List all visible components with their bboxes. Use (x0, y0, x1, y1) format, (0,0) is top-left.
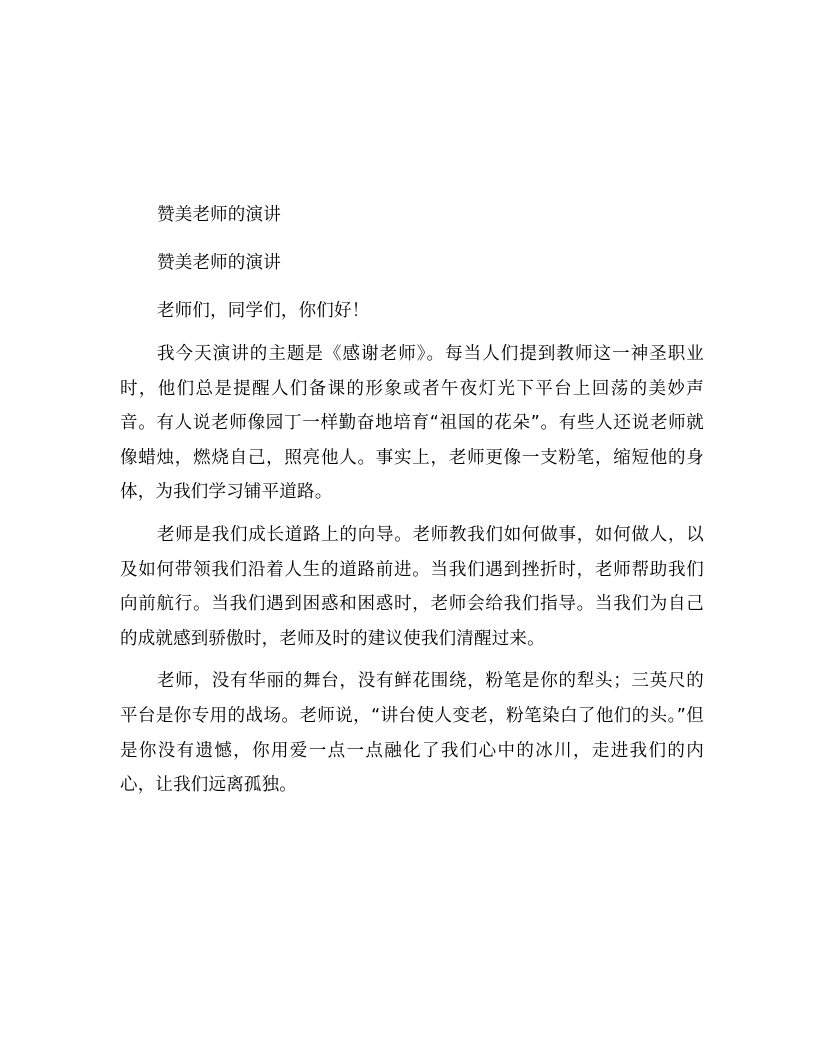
paragraph-3: 老师，没有华丽的舞台，没有鲜花围绕，粉笔是你的犁头；三英尺的平台是你专用的战场。老师说，“讲台使人变老，粉笔染白了他们的头。”但是你没有遗憾，你用爱一点一点融化了我们心中的冰川，走进我们的内心，让我们远离孤独。 (120, 671, 704, 796)
paragraph-1: 我今天演讲的主题是《感谢老师》。每当人们提到教师这一神圣职业时，他们总是提醒人们备课的形象或者午夜灯光下平台上回荡的美妙声音。有人说老师像园丁一样勤奋地培育“祖国的花朵”。有些人还说老师就像蜡烛，燃烧自己，照亮他人。事实上，老师更像一支粉笔，缩短他的身体，为我们学习铺平道路。 (120, 344, 704, 503)
greeting-line: 老师们，同学们，你们好！ (157, 301, 370, 321)
document-title: 赞美老师的演讲 (157, 205, 281, 225)
document-body (120, 198, 704, 811)
document-subtitle: 赞美老师的演讲 (157, 253, 281, 273)
paragraph-2: 老师是我们成长道路上的向导。老师教我们如何做事，如何做人，以及如何带领我们沿着人生的道路前进。当我们遇到挫折时，老师帮助我们向前航行。当我们遇到困惑和困惑时，老师会给我们指导。当我们为自己的成就感到骄傲时，老师及时的建议使我们清醒过来。 (120, 524, 704, 649)
